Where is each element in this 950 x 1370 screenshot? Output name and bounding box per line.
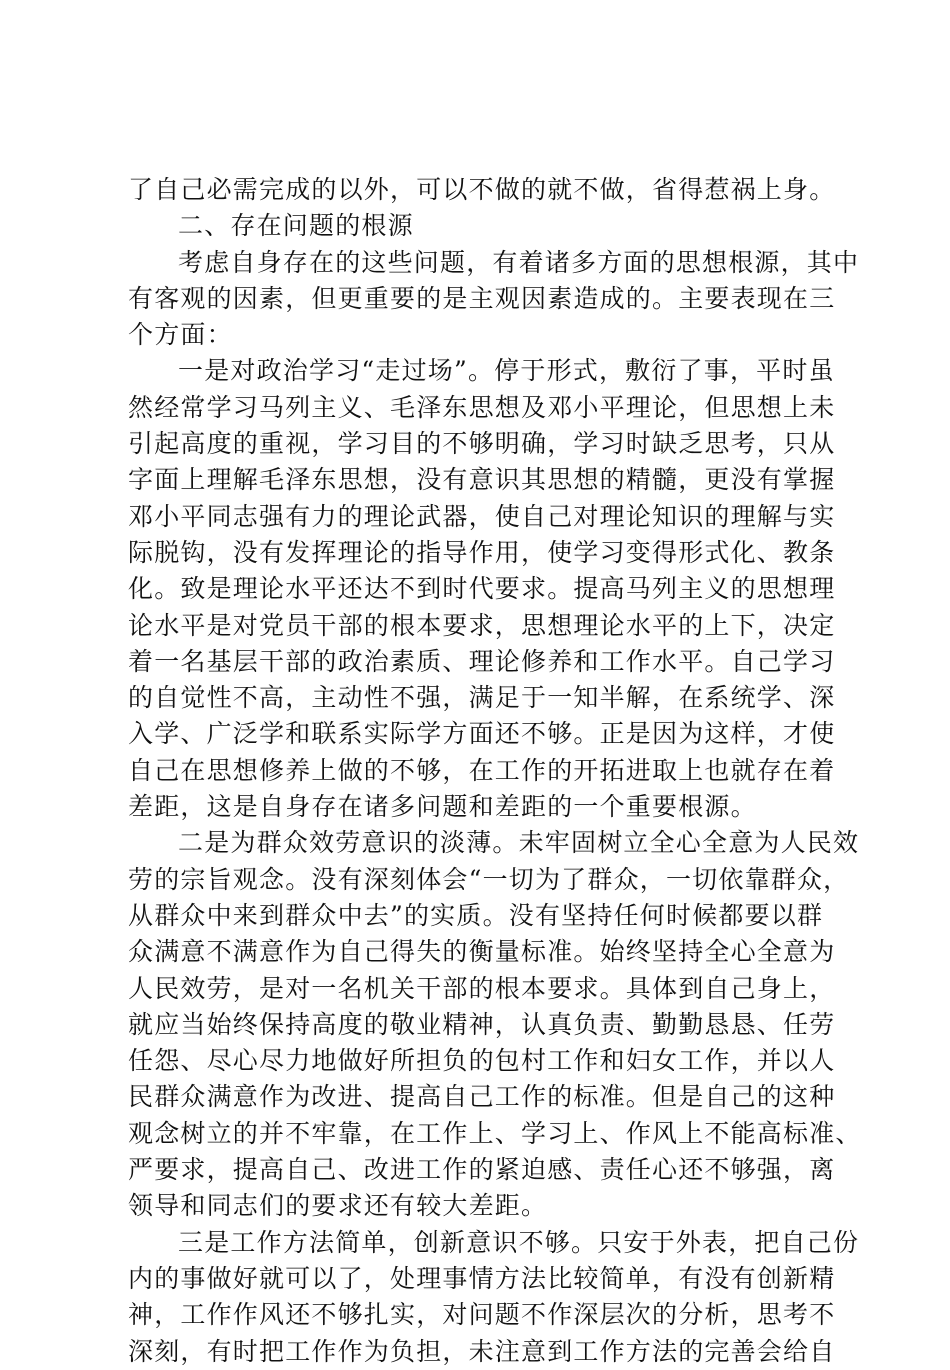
text-line: 任怨、尽心尽力地做好所担负的包村工作和妇女工作，并以人 xyxy=(128,1046,836,1076)
text-line: 引起高度的重视，学习目的不够明确，学习时缺乏思考，只从 xyxy=(128,429,836,459)
text-line: 严要求，提高自己、改进工作的紧迫感、责任心还不够强，离 xyxy=(128,1155,836,1185)
text-line: 字面上理解毛泽东思想，没有意识其思想的精髓，更没有掌握 xyxy=(128,465,836,495)
text-line: 的自觉性不高，主动性不强，满足于一知半解，在系统学、深 xyxy=(128,683,836,713)
text-line: 就应当始终保持高度的敬业精神，认真负责、勤勤恳恳、任劳 xyxy=(128,1009,836,1039)
text-line: 劳的宗旨观念。没有深刻体会“一切为了群众，一切依靠群众， xyxy=(128,864,850,894)
text-line: 从群众中来到群众中去”的实质。没有坚持任何时候都要以群 xyxy=(128,900,824,930)
text-line: 了自己必需完成的以外，可以不做的就不做，省得惹祸上身。 xyxy=(128,175,836,204)
text-line: 入学、广泛学和联系实际学方面还不够。正是因为这样，才使 xyxy=(128,719,836,749)
text-line: 差距，这是自身存在诸多问题和差距的一个重要根源。 xyxy=(128,792,757,822)
text-line: 深刻，有时把工作作为负担，未注意到工作方法的完善会给自 xyxy=(128,1336,836,1366)
text-line: 然经常学习马列主义、毛泽东思想及邓小平理论，但思想上未 xyxy=(128,392,836,422)
text-line: 一是对政治学习“走过场”。停于形式，敷衍了事，平时虽 xyxy=(178,356,835,386)
text-line: 二是为群众效劳意识的淡薄。未牢固树立全心全意为人民效 xyxy=(178,828,860,858)
paragraph xyxy=(128,208,832,244)
text-line: 际脱钩，没有发挥理论的指导作用，使学习变得形式化、教条 xyxy=(128,537,836,567)
text-line: 考虑自身存在的这些问题，有着诸多方面的思想根源，其中 xyxy=(178,247,860,277)
text-line: 化。致是理论水平还达不到时代要求。提高马列主义的思想理 xyxy=(128,574,836,604)
paragraph xyxy=(128,1225,860,1370)
text-line: 人民效劳，是对一名机关干部的根本要求。具体到自己身上， xyxy=(128,973,836,1003)
text-line: 内的事做好就可以了，处理事情方法比较简单，有没有创新精 xyxy=(128,1263,836,1293)
text-line: 论水平是对党员干部的根本要求，思想理论水平的上下，决定 xyxy=(128,610,836,640)
paragraph xyxy=(128,353,836,825)
paragraph xyxy=(128,825,862,1224)
text-line: 众满意不满意作为自己得失的衡量标准。始终坚持全心全意为 xyxy=(128,937,836,967)
text-line: 个方面： xyxy=(128,320,233,350)
text-line: 有客观的因素，但更重要的是主观因素造成的。主要表现在三 xyxy=(128,283,836,313)
text-line: 三是工作方法简单，创新意识不够。只安于外表，把自己份 xyxy=(178,1227,860,1257)
text-line: 着一名基层干部的政治素质、理论修养和工作水平。自己学习 xyxy=(128,646,836,676)
text-line: 邓小平同志强有力的理论武器，使自己对理论知识的理解与实 xyxy=(128,501,836,531)
text-line: 观念树立的并不牢靠，在工作上、学习上、作风上不能高标准、 xyxy=(128,1118,862,1148)
text-line: 二、存在问题的根源 xyxy=(178,211,414,241)
text-line: 民群众满意作为改进、提高自己工作的标准。但是自己的这种 xyxy=(128,1082,836,1112)
text-line: 自己在思想修养上做的不够，在工作的开拓进取上也就存在着 xyxy=(128,755,836,785)
document-body xyxy=(128,172,862,1370)
text-line: 神，工作作风还不够扎实，对问题不作深层次的分析，思考不 xyxy=(128,1300,836,1330)
paragraph xyxy=(128,245,860,354)
paragraph xyxy=(128,172,836,208)
text-line: 领导和同志们的要求还有较大差距。 xyxy=(128,1191,548,1221)
